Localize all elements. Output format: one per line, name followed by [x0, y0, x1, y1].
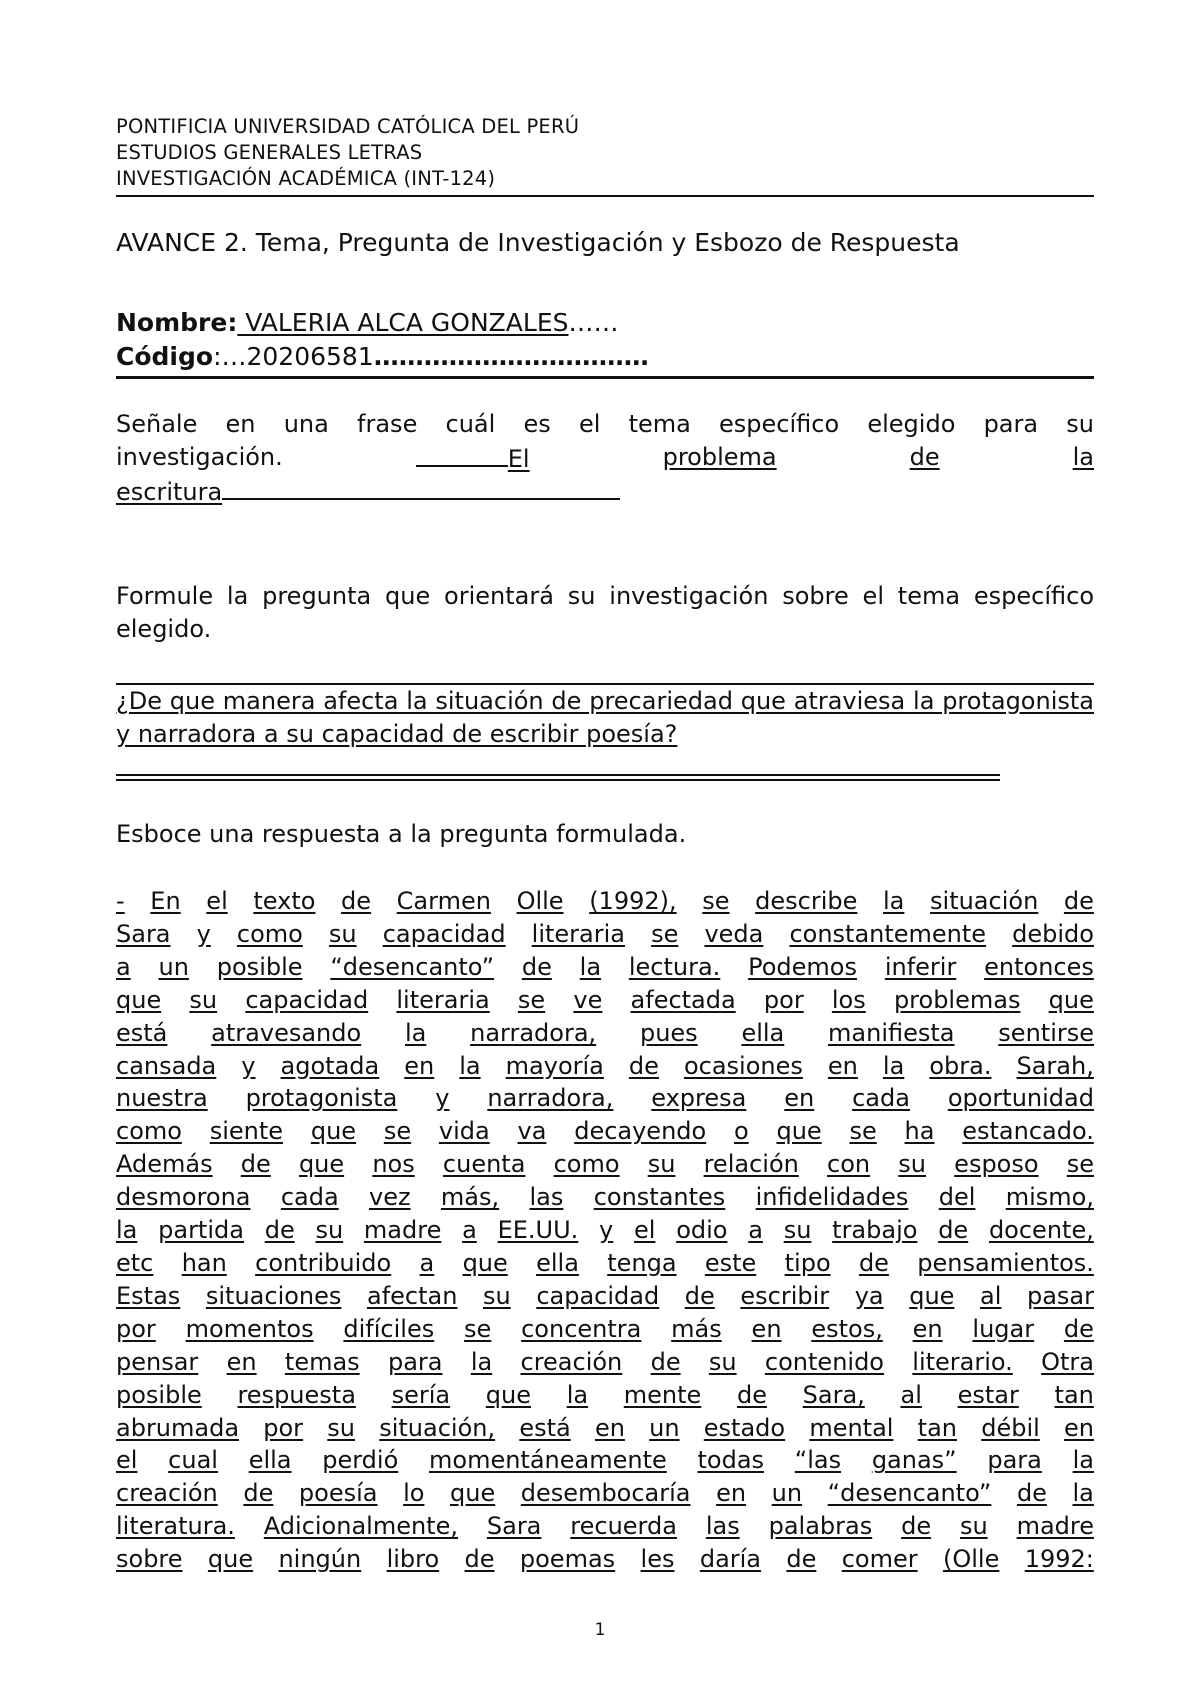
answer-word: o — [733, 1117, 749, 1146]
answer-word: tenga — [607, 1248, 677, 1277]
answer-word: sobre — [116, 1545, 183, 1574]
answer-word: creación — [116, 1479, 218, 1508]
answer-word: se — [702, 887, 730, 915]
answer-word: de — [901, 1512, 932, 1541]
answer-word: EE.UU. — [497, 1216, 579, 1245]
answer-word: problemas — [893, 985, 1021, 1014]
answer-word: todas — [697, 1446, 765, 1475]
answer-word: respuesta — [237, 1380, 356, 1409]
answer-word: su — [483, 1281, 511, 1310]
answer-line — [116, 1115, 1094, 1148]
answer-word: vez — [369, 1183, 411, 1212]
answer-word: esposo — [954, 1150, 1039, 1179]
name-dots: …… — [568, 308, 619, 337]
topic-answer-first: El — [416, 441, 530, 476]
answer-word: se — [849, 1117, 877, 1146]
answer-word: desmorona — [116, 1183, 251, 1212]
code-label: Código — [116, 342, 214, 371]
page-number: 1 — [594, 1620, 606, 1640]
answer-word: Olle — [516, 887, 564, 915]
topic-blank — [222, 474, 620, 500]
answer-word: de — [628, 1051, 659, 1080]
answer-line — [116, 1444, 1094, 1477]
answer-word: Carmen — [396, 887, 491, 915]
answer-word: un — [158, 952, 189, 981]
answer-line — [116, 1313, 1094, 1346]
answer-word: ella — [248, 1446, 292, 1475]
answer-word: Adicionalmente, — [263, 1512, 458, 1541]
answer-word: se — [651, 919, 679, 948]
answer-word: de — [786, 1545, 817, 1574]
answer-word: manifiesta — [828, 1018, 955, 1047]
answer-word: Estas — [116, 1281, 181, 1310]
answer-word: pensar — [116, 1347, 199, 1376]
institution-header — [116, 114, 1094, 192]
topic-answer-word: la — [1072, 443, 1094, 471]
answer-word: poemas — [519, 1545, 616, 1574]
answer-word: posible — [216, 952, 303, 981]
answer-word: situación — [930, 887, 1039, 915]
answer-word: que — [298, 1150, 345, 1179]
answer-word: que — [207, 1545, 254, 1574]
answer-word: Podemos — [748, 952, 857, 981]
answer-word: literario. — [912, 1347, 1013, 1376]
answer-word: por — [116, 1314, 156, 1343]
answer-word: los — [831, 985, 866, 1014]
answer-word: capacidad — [245, 985, 369, 1014]
answer-word: lugar — [972, 1314, 1035, 1343]
answer-line — [116, 1543, 1094, 1576]
answer-word: en — [594, 1413, 625, 1442]
student-info — [116, 306, 1094, 374]
course-name: INVESTIGACIÓN ACADÉMICA (INT-124) — [116, 167, 496, 190]
answer-line — [116, 1082, 1094, 1115]
answer-word: ya — [854, 1281, 884, 1310]
answer-word: ganas” — [871, 1446, 957, 1475]
answer-word: situación, — [379, 1413, 496, 1442]
answer-word: veda — [704, 919, 764, 948]
answer-word: de — [264, 1216, 295, 1245]
answer-word: literatura. — [116, 1512, 235, 1541]
answer-word: de — [650, 1347, 681, 1376]
answer-word: que — [116, 985, 162, 1014]
answer-word: obra. — [929, 1051, 992, 1080]
answer-word: como — [553, 1150, 620, 1179]
answer-word: daría — [699, 1545, 762, 1574]
answer-word: afectada — [630, 985, 736, 1014]
answer-word: difíciles — [343, 1314, 435, 1343]
answer-word: en — [1064, 1413, 1094, 1442]
answer-line — [116, 951, 1094, 984]
answer-word: vida — [438, 1117, 490, 1146]
answer-word: narradora, — [487, 1084, 614, 1113]
answer-word: mayoría — [505, 1051, 604, 1080]
answer-word: con — [827, 1150, 871, 1179]
answer-word: tan — [917, 1413, 957, 1442]
answer-line — [116, 1148, 1094, 1181]
answer-word: la — [1072, 1446, 1094, 1475]
answer-word: (Olle — [942, 1545, 1000, 1574]
answer-word: a — [462, 1216, 477, 1245]
university-name: PONTIFICIA UNIVERSIDAD CATÓLICA DEL PERÚ — [116, 115, 580, 138]
answer-word: (1992), — [589, 887, 677, 915]
answer-word: madre — [1016, 1512, 1094, 1541]
answer-word: de — [240, 1150, 271, 1179]
topic-answer-word: de — [909, 443, 940, 471]
answer-word: ella — [741, 1018, 785, 1047]
answer-word: tan — [1054, 1380, 1094, 1409]
answer-word: “las — [794, 1446, 842, 1475]
answer-word: mismo, — [1005, 1183, 1094, 1212]
answer-word: en — [716, 1479, 747, 1508]
answer-word: concentra — [521, 1314, 642, 1343]
answer-word: su — [647, 1150, 676, 1179]
answer-word: trabajo — [832, 1216, 918, 1245]
answer-word: que — [485, 1380, 532, 1409]
answer-word: Sara — [486, 1512, 542, 1541]
answer-word: y — [599, 1216, 614, 1245]
answer-word: lo — [403, 1479, 425, 1508]
answer-word: oportunidad — [947, 1084, 1094, 1113]
answer-line — [116, 918, 1094, 951]
answer-line — [116, 1050, 1094, 1083]
answer-word: abrumada — [116, 1413, 240, 1442]
answer-word: va — [517, 1117, 547, 1146]
answer-word: protagonista — [245, 1084, 398, 1113]
answer-word: en — [784, 1084, 815, 1113]
answer-word: por — [263, 1413, 304, 1442]
answer-word: perdió — [322, 1446, 399, 1475]
answer-word: ocasiones — [683, 1051, 803, 1080]
topic-prompt: Señale en una frase cuál es el tema específico elegido para su — [116, 410, 1094, 438]
answer-body — [116, 885, 1094, 1576]
answer-word: constantes — [593, 1183, 726, 1212]
answer-word: Otra — [1041, 1347, 1094, 1376]
answer-word: la — [404, 1018, 427, 1047]
answer-word: al — [980, 1281, 1002, 1310]
answer-word: como — [116, 1117, 182, 1146]
answer-word: literaria — [531, 919, 625, 948]
answer-word: está — [519, 1413, 571, 1442]
answer-word: en — [912, 1314, 943, 1343]
answer-word: de — [1063, 1314, 1094, 1343]
answer-word: estos, — [811, 1314, 883, 1343]
answer-word: ningún — [278, 1545, 362, 1574]
answer-word: las — [529, 1183, 564, 1212]
answer-word: débil — [981, 1413, 1040, 1442]
answer-word: temas — [284, 1347, 360, 1376]
answer-word: que — [909, 1281, 955, 1310]
answer-word: sentirse — [998, 1018, 1094, 1047]
answer-word: su — [708, 1347, 737, 1376]
answer-word: siente — [209, 1117, 284, 1146]
answer-line — [116, 1017, 1094, 1050]
answer-word: su — [959, 1512, 988, 1541]
name-label: Nombre: — [116, 308, 238, 337]
answer-word: relación — [703, 1150, 799, 1179]
answer-word: comer — [841, 1545, 918, 1574]
answer-word: pensamientos. — [917, 1248, 1094, 1277]
answer-word: han — [181, 1248, 227, 1277]
answer-word: contenido — [764, 1347, 884, 1376]
answer-word: en — [827, 1051, 858, 1080]
answer-word: literaria — [396, 985, 490, 1014]
answer-word: al — [900, 1380, 922, 1409]
student-code-row — [116, 340, 1094, 374]
topic-answer-row — [116, 441, 1094, 476]
answer-word: agotada — [280, 1051, 380, 1080]
answer-word: constantemente — [789, 919, 987, 948]
answer-word: “desencanto” — [330, 952, 495, 981]
answer-word: su — [327, 1413, 355, 1442]
answer-word: tipo — [784, 1248, 831, 1277]
answer-word: les — [640, 1545, 675, 1574]
answer-line — [116, 1214, 1094, 1247]
answer-word: a — [116, 952, 131, 981]
answer-word: palabras — [768, 1512, 873, 1541]
answer-word: en — [751, 1314, 782, 1343]
answer-word: momentos — [185, 1314, 314, 1343]
answer-word: debido — [1012, 919, 1094, 948]
answer-word: que — [450, 1479, 496, 1508]
answer-word: su — [783, 1216, 812, 1245]
answer-word: en — [226, 1347, 257, 1376]
answer-word: Sara, — [802, 1380, 865, 1409]
answer-word: el — [116, 1446, 138, 1475]
topic-blank — [416, 441, 508, 467]
answer-word: la — [579, 952, 602, 981]
answer-word: se — [464, 1314, 492, 1343]
answer-word: de — [521, 952, 552, 981]
answer-word: ella — [536, 1248, 579, 1277]
answer-word: un — [649, 1413, 680, 1442]
answer-word: su — [315, 1216, 344, 1245]
faculty-name: ESTUDIOS GENERALES LETRAS — [116, 141, 423, 164]
topic-answer-word: problema — [662, 443, 777, 471]
answer-word: a — [748, 1216, 763, 1245]
answer-word: madre — [363, 1216, 442, 1245]
answer-word: afectan — [366, 1281, 458, 1310]
answer-line — [116, 1510, 1094, 1543]
answer-line — [116, 1412, 1094, 1445]
answer-word: y — [241, 1051, 256, 1080]
assignment-title: AVANCE 2. Tema, Pregunta de Investigación y Esbozo de Respuesta — [116, 228, 960, 257]
answer-word: como — [236, 919, 303, 948]
answer-word: y — [435, 1084, 450, 1113]
answer-word: momentáneamente — [429, 1446, 667, 1475]
answer-word: posible — [116, 1380, 202, 1409]
student-name: VALERIA ALCA GONZALES — [237, 308, 569, 337]
answer-word: se — [383, 1117, 412, 1146]
answer-word: que — [310, 1117, 357, 1146]
answer-word: la — [883, 887, 905, 915]
answer-word: escribir — [740, 1281, 830, 1310]
answer-line — [116, 1346, 1094, 1379]
student-info-divider — [116, 376, 1094, 379]
answer-word: sería — [391, 1380, 451, 1409]
answer-word: estado — [703, 1413, 786, 1442]
answer-word: En — [150, 887, 181, 915]
answer-word: para — [387, 1347, 443, 1376]
answer-word: cada — [852, 1084, 910, 1113]
answer-word: cansada — [116, 1051, 217, 1080]
answer-word: a — [419, 1248, 435, 1277]
answer-word: la — [882, 1051, 905, 1080]
topic-answer-end: escritura — [116, 474, 620, 509]
answer-word: poesía — [298, 1479, 378, 1508]
answer-word: de — [1063, 887, 1094, 915]
answer-line — [116, 1247, 1094, 1280]
answer-word: Sara — [116, 919, 171, 948]
answer-word: la — [470, 1347, 493, 1376]
answer-word: de — [938, 1216, 969, 1245]
answer-word: la — [566, 1380, 589, 1409]
answer-word: más, — [440, 1183, 500, 1212]
answer-word: desembocaría — [520, 1479, 691, 1508]
answer-line — [116, 1280, 1094, 1313]
student-name-row — [116, 306, 1094, 340]
answer-word: de — [858, 1248, 889, 1277]
answer-word: texto — [253, 887, 316, 915]
answer-word: su — [898, 1150, 926, 1179]
answer-word: Sarah, — [1016, 1051, 1094, 1080]
answer-word: estar — [957, 1380, 1019, 1409]
topic-prompt-end: investigación. — [116, 443, 283, 471]
answer-word: situaciones — [205, 1281, 342, 1310]
answer-word: las — [705, 1512, 740, 1541]
answer-word: decayendo — [574, 1117, 707, 1146]
answer-word: este — [704, 1248, 757, 1277]
answer-word: de — [341, 887, 372, 915]
answer-word: etc — [116, 1248, 154, 1277]
answer-word: creación — [520, 1347, 623, 1376]
answer-word: cada — [280, 1183, 339, 1212]
answer-word: de — [736, 1380, 767, 1409]
answer-word: recuerda — [570, 1512, 677, 1541]
answer-word: “desencanto” — [827, 1479, 992, 1508]
answer-word: Además — [116, 1150, 213, 1179]
answer-word: expresa — [651, 1084, 747, 1113]
answer-word: más — [671, 1314, 722, 1343]
answer-word: - — [116, 887, 125, 915]
answer-word: pues — [639, 1018, 698, 1047]
answer-word: entonces — [984, 952, 1094, 981]
answer-line — [116, 1379, 1094, 1412]
answer-word: ha — [904, 1117, 935, 1146]
answer-prompt: Esboce una respuesta a la pregunta formulada. — [116, 820, 687, 848]
answer-word: de — [464, 1545, 495, 1574]
answer-word: para — [987, 1446, 1042, 1475]
answer-word: de — [684, 1281, 715, 1310]
answer-word: infidelidades — [755, 1183, 909, 1212]
answer-word: de — [1016, 1479, 1047, 1508]
question-prompt: Formule la pregunta que orientará su investigación sobre el tema específico elegido. — [116, 582, 1094, 643]
answer-word: está — [116, 1018, 168, 1047]
answer-word: estancado. — [962, 1117, 1094, 1146]
answer-line — [116, 885, 1094, 918]
research-question: ¿De que manera afecta la situación de precariedad que atraviesa la protagonista y narradora a su capacidad de escribir poesía? — [116, 687, 1094, 748]
answer-word: describe — [755, 887, 858, 915]
answer-word: nuestra — [116, 1084, 208, 1113]
answer-line — [116, 984, 1094, 1017]
question-bottom-rule — [116, 774, 1000, 776]
student-code: :…20206581 — [213, 342, 374, 371]
answer-word: la — [116, 1216, 138, 1245]
answer-word: que — [1048, 985, 1094, 1014]
answer-word: se — [517, 985, 546, 1014]
answer-word: ve — [573, 985, 603, 1014]
answer-word: nos — [372, 1150, 415, 1179]
answer-word: cuenta — [442, 1150, 526, 1179]
answer-word: lectura. — [628, 952, 721, 981]
answer-word: capacidad — [382, 919, 506, 948]
answer-word: inferir — [884, 952, 957, 981]
answer-word: narradora, — [470, 1018, 597, 1047]
answer-word: mente — [623, 1380, 702, 1409]
answer-word: se — [1066, 1150, 1094, 1179]
answer-word: en — [404, 1051, 435, 1080]
answer-word: odio — [676, 1216, 728, 1245]
answer-word: y — [196, 919, 211, 948]
answer-word: capacidad — [536, 1281, 660, 1310]
answer-word: docente, — [988, 1216, 1094, 1245]
header-divider — [116, 195, 1094, 197]
answer-word: pasar — [1026, 1281, 1094, 1310]
answer-word: atravesando — [211, 1018, 362, 1047]
answer-line — [116, 1181, 1094, 1214]
answer-word: la — [459, 1051, 481, 1080]
answer-word: partida — [158, 1216, 244, 1245]
answer-word: que — [462, 1248, 508, 1277]
answer-word: 1992: — [1024, 1545, 1094, 1574]
answer-line — [116, 1477, 1094, 1510]
answer-word: un — [771, 1479, 803, 1508]
code-dots: …………………………… — [373, 342, 649, 371]
answer-word: libro — [386, 1545, 440, 1574]
answer-word: su — [328, 919, 357, 948]
answer-word: su — [189, 985, 218, 1014]
answer-word: cual — [168, 1446, 218, 1475]
answer-word: por — [763, 985, 804, 1014]
question-bottom-rule — [116, 779, 1000, 781]
answer-word: la — [1072, 1479, 1094, 1508]
answer-word: el — [206, 887, 228, 915]
answer-word: que — [776, 1117, 822, 1146]
answer-word: del — [938, 1183, 976, 1212]
answer-word: contribuido — [255, 1248, 392, 1277]
answer-word: el — [634, 1216, 656, 1245]
answer-word: de — [243, 1479, 274, 1508]
answer-word: mental — [809, 1413, 894, 1442]
